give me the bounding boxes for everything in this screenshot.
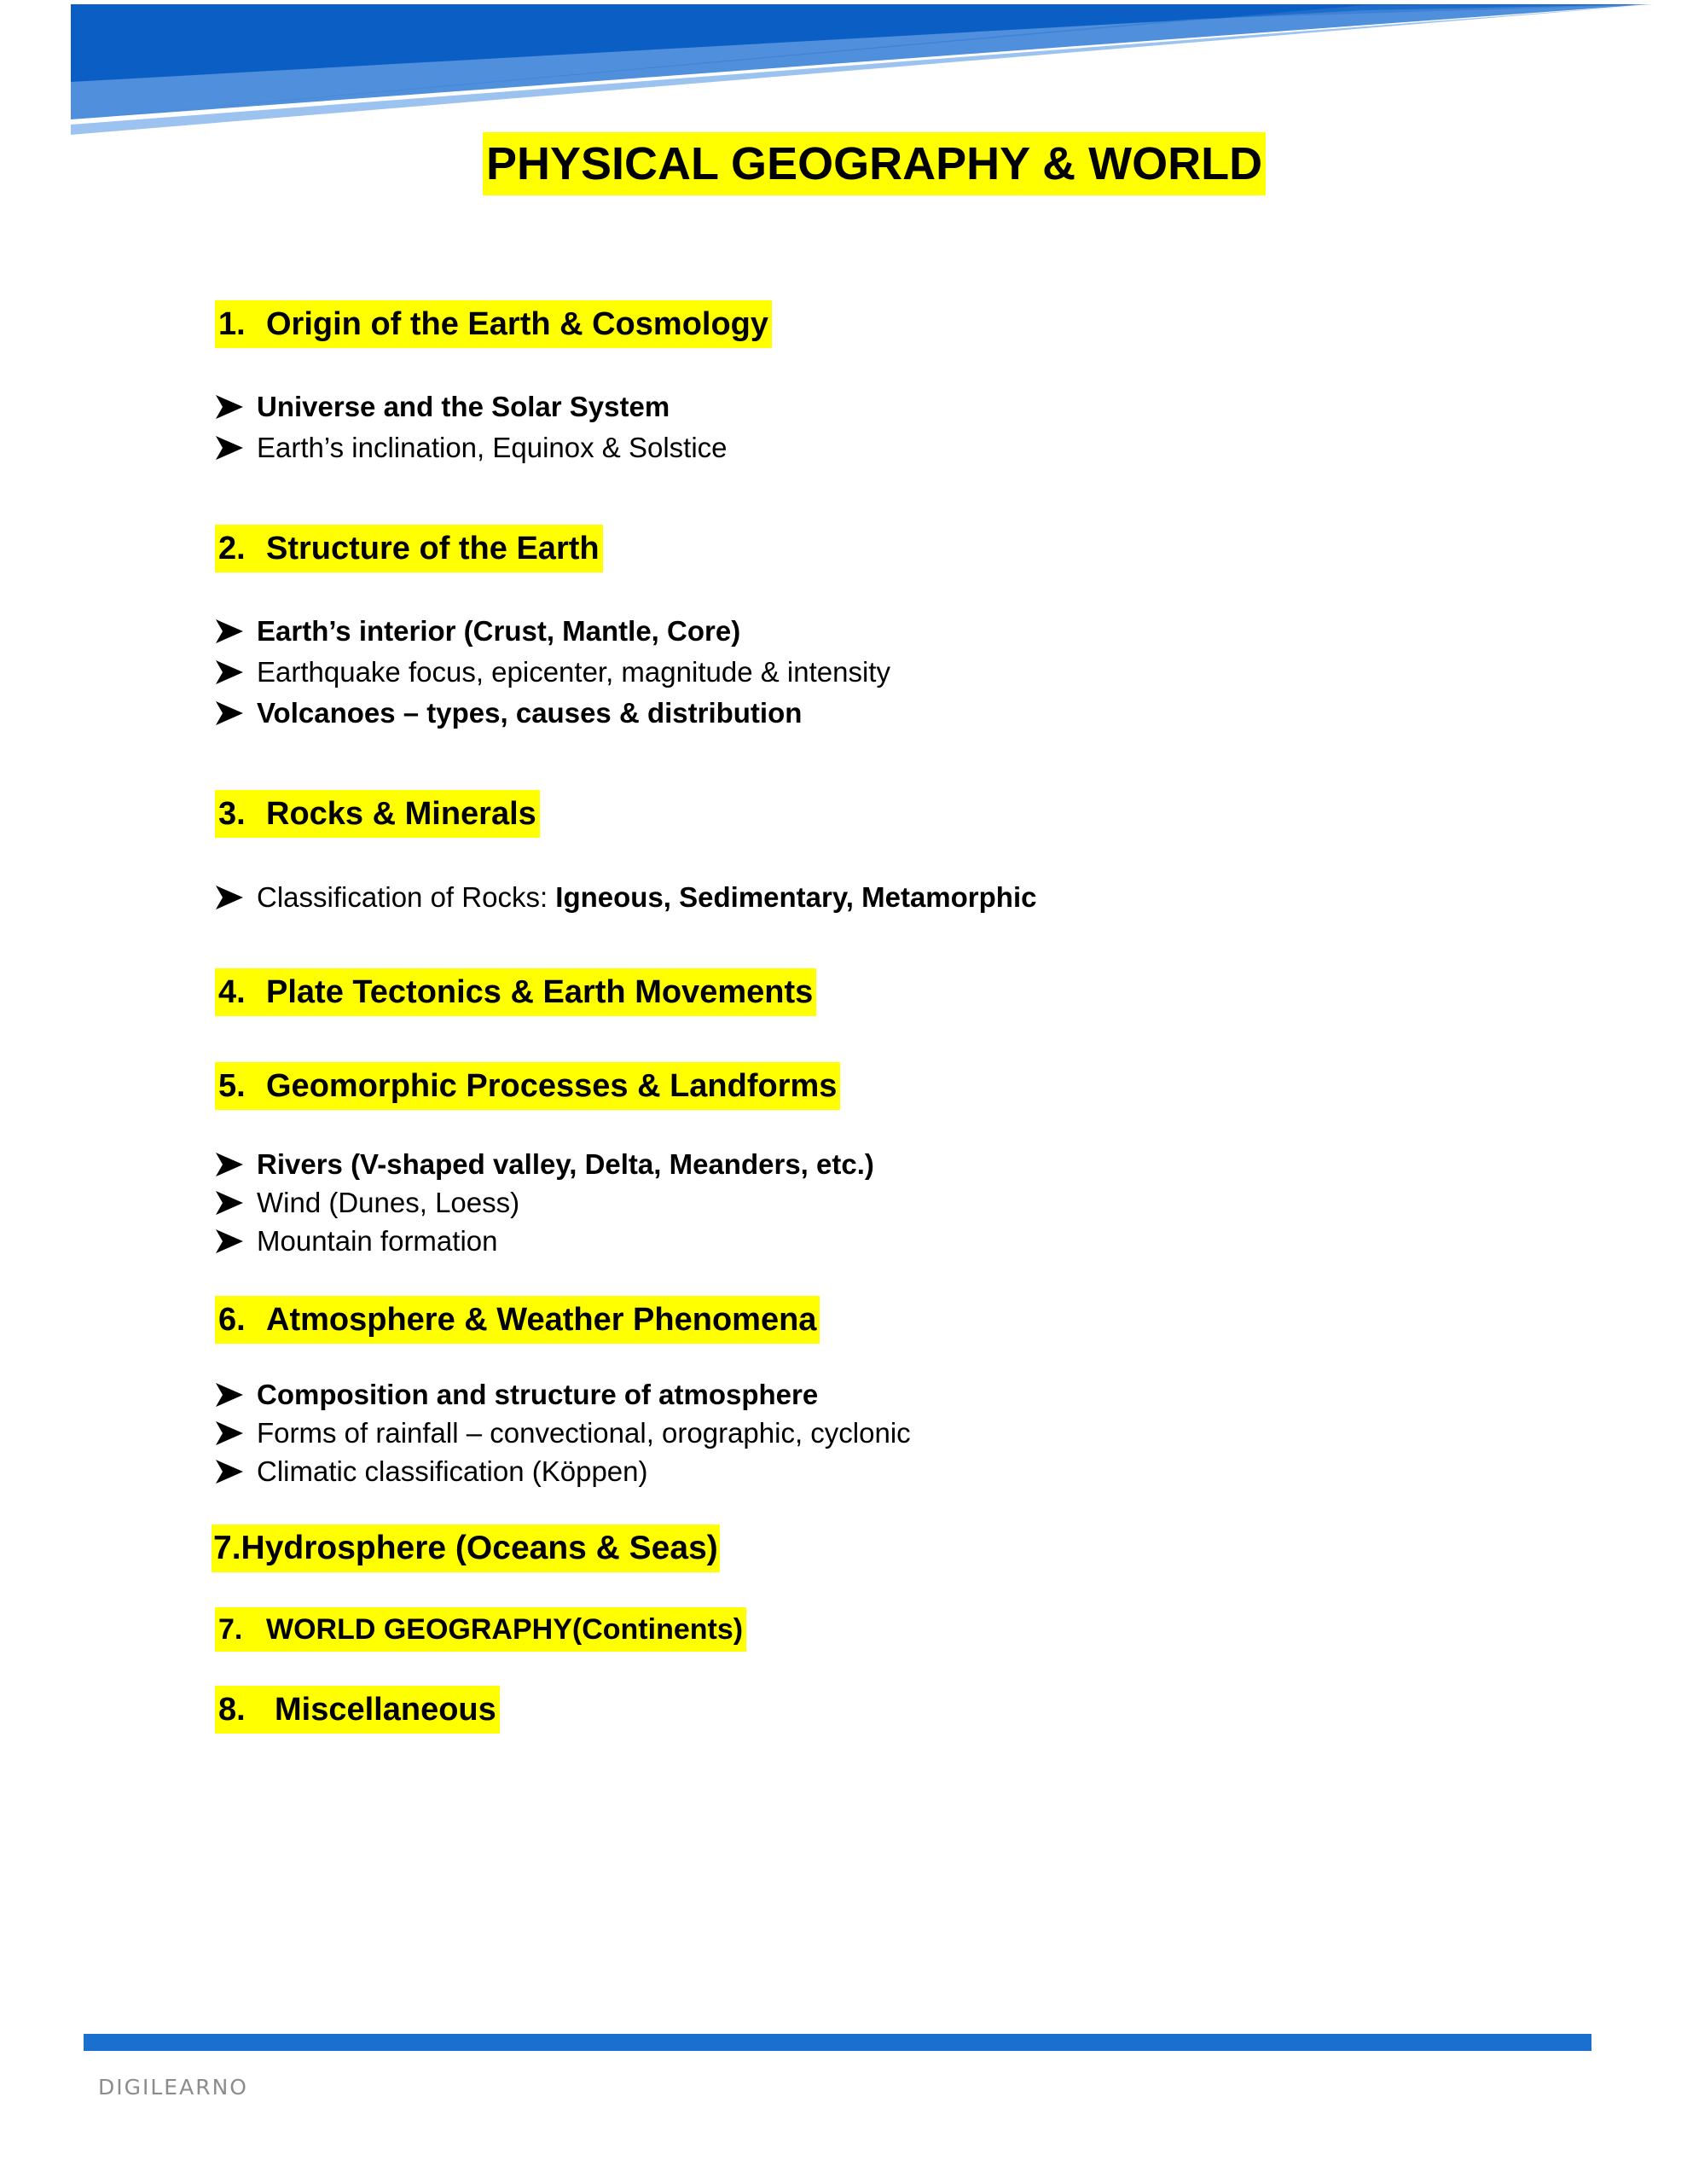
bullet-item: [257, 1146, 874, 1183]
section-heading-2: [215, 525, 603, 572]
bullet-text: Earth’s inclination, Equinox & Solstice: [257, 432, 728, 463]
section-heading-6: [215, 1296, 820, 1344]
bullet-item: [257, 429, 728, 467]
arrow-bullet-icon: [214, 388, 248, 426]
bullet-item: [257, 694, 802, 732]
bullet-text: Wind (Dunes, Loess): [257, 1187, 520, 1218]
arrow-bullet-icon: [214, 1223, 248, 1260]
section-title: Miscellaneous: [275, 1692, 496, 1728]
arrow-bullet-icon: [214, 879, 248, 916]
bullet-text: Forms of rainfall – convectional, orographic, cyclonic: [257, 1417, 911, 1449]
section-number: 6.: [218, 1302, 246, 1338]
bullet-text: Universe and the Solar System: [257, 391, 670, 422]
section-heading-7a: [212, 1525, 720, 1572]
arrow-bullet-icon: [214, 613, 248, 650]
document-title: PHYSICAL GEOGRAPHY & WORLD: [483, 132, 1266, 195]
header-banner: [0, 0, 1687, 145]
section-title: Rocks & Minerals: [266, 796, 536, 832]
bullet-text-bold: Igneous, Sedimentary, Metamorphic: [555, 881, 1037, 913]
arrow-bullet-icon: [214, 1453, 248, 1490]
arrow-bullet-icon: [214, 1376, 248, 1414]
section-title: Origin of the Earth & Cosmology: [266, 306, 769, 342]
section-number: 8.: [218, 1692, 246, 1728]
bullet-text: Rivers (V-shaped valley, Delta, Meanders, etc.): [257, 1148, 874, 1180]
section-number: 4.: [218, 974, 246, 1010]
section-number: 7.: [218, 1613, 243, 1646]
section-title: Geomorphic Processes & Landforms: [266, 1068, 838, 1104]
footer-brand: DIGILEARNO: [98, 2075, 248, 2100]
arrow-bullet-icon: [214, 1146, 248, 1183]
section-title: Atmosphere & Weather Phenomena: [266, 1302, 817, 1338]
section-heading-4: [215, 968, 816, 1016]
bullet-item: [257, 1184, 519, 1222]
bullet-item: [257, 1414, 911, 1452]
arrow-bullet-icon: [214, 1414, 248, 1452]
section-number: 5.: [218, 1068, 246, 1104]
section-number: 2.: [218, 531, 246, 566]
bullet-item: [257, 1453, 648, 1490]
section-heading-5: [215, 1062, 840, 1110]
section-heading-7b: [215, 1607, 746, 1652]
bullet-item: [257, 613, 740, 650]
arrow-bullet-icon: [214, 694, 248, 732]
bullet-item: [257, 1223, 497, 1260]
section-title: Plate Tectonics & Earth Movements: [266, 974, 814, 1010]
section-number: 3.: [218, 796, 246, 832]
bullet-text: Climatic classification (Köppen): [257, 1455, 648, 1487]
arrow-bullet-icon: [214, 1184, 248, 1222]
section-heading-1: [215, 300, 772, 348]
bullet-text: Classification of Rocks:: [257, 881, 556, 913]
bullet-text: Earthquake focus, epicenter, magnitude & intensity: [257, 656, 890, 688]
section-heading-3: [215, 790, 540, 838]
bullet-item: [257, 388, 670, 426]
section-title: Structure of the Earth: [266, 531, 600, 566]
section-number: 1.: [218, 306, 246, 342]
bullet-item: [257, 653, 890, 691]
bullet-item: [257, 1376, 818, 1414]
bullet-text: Earth’s interior (Crust, Mantle, Core): [257, 615, 741, 647]
arrow-bullet-icon: [214, 653, 248, 691]
bullet-text: Volcanoes – types, causes & distribution: [257, 697, 803, 729]
bullet-item: [257, 879, 1036, 916]
bullet-text: Mountain formation: [257, 1225, 498, 1257]
footer-bar: [84, 2034, 1591, 2051]
section-title: WORLD GEOGRAPHY(Continents): [266, 1613, 744, 1646]
arrow-bullet-icon: [214, 429, 248, 467]
section-title: 7.Hydrosphere (Oceans & Seas): [213, 1530, 718, 1566]
bullet-text: Composition and structure of atmosphere: [257, 1379, 819, 1410]
section-heading-8: [215, 1686, 500, 1734]
